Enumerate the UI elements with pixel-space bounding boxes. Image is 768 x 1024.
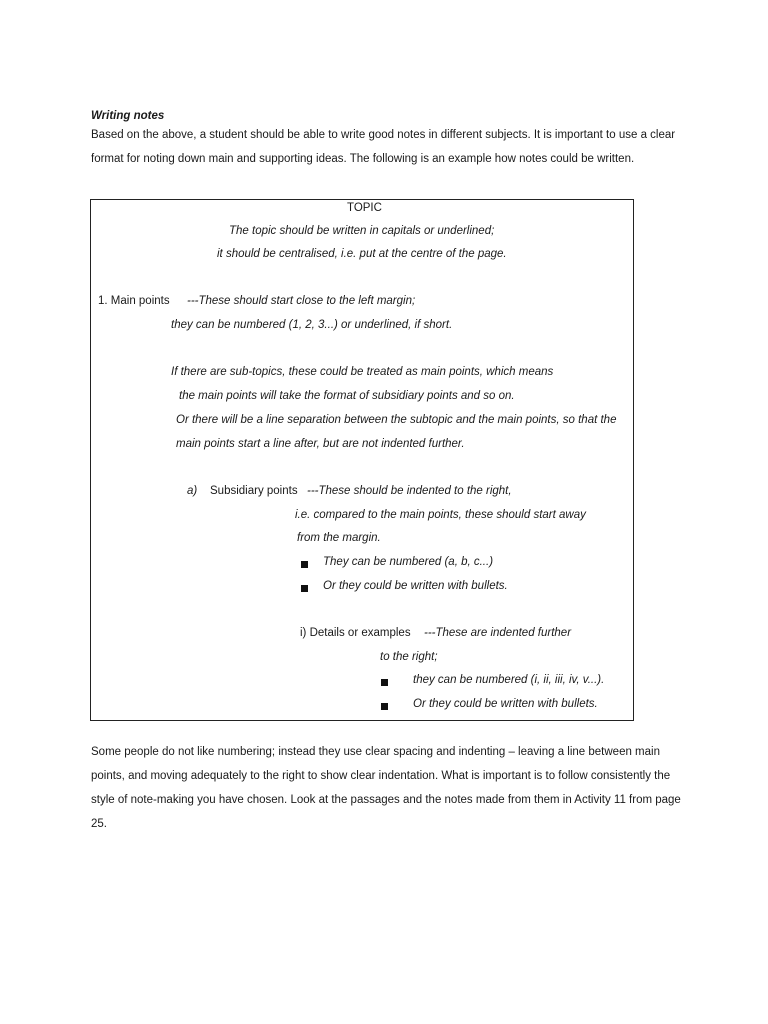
square-bullet-icon (301, 559, 308, 571)
closing-line-3: style of note-making you have chosen. Look at the passages and the notes made from them in Activity 11 from page (91, 794, 681, 806)
details-bullet-2: Or they could be written with bullets. (413, 698, 598, 710)
topic-desc-2: it should be centralised, i.e. put at the centre of the page. (217, 248, 507, 260)
topic-desc-1: The topic should be written in capitals or underlined; (229, 225, 495, 237)
notes-example-box (90, 199, 634, 721)
subtopic-line-2: the main points will take the format of subsidiary points and so on. (179, 390, 515, 402)
details-desc-1: ---These are indented further (424, 627, 572, 639)
subsidiary-bullet-1: They can be numbered (a, b, c...) (323, 556, 494, 568)
details-desc-2: to the right; (380, 651, 438, 663)
main-points-label: 1. Main points (98, 295, 170, 307)
subtopic-line-4: main points start a line after, but are not indented further. (176, 438, 465, 450)
subtopic-line-3: Or there will be a line separation between the subtopic and the main points, so that the (176, 414, 617, 426)
main-points-desc-2: they can be numbered (1, 2, 3...) or underlined, if short. (171, 319, 453, 331)
subsidiary-desc-3: from the margin. (297, 532, 381, 544)
square-bullet-icon (301, 583, 308, 595)
topic-label: TOPIC (347, 202, 382, 214)
section-heading: Writing notes (91, 110, 165, 122)
square-bullet-icon (381, 677, 388, 689)
details-label: i) Details or examples (300, 627, 411, 639)
subtopic-line-1: If there are sub-topics, these could be treated as main points, which means (171, 366, 554, 378)
intro-line-2: format for noting down main and supporting ideas. The following is an example how notes could be written. (91, 153, 635, 165)
subsidiary-label: Subsidiary points (210, 485, 298, 497)
main-points-desc-1: ---These should start close to the left margin; (187, 295, 416, 307)
intro-line-1: Based on the above, a student should be able to write good notes in different subjects. It is important to use a clear (91, 129, 676, 141)
subsidiary-bullet-2: Or they could be written with bullets. (323, 580, 508, 592)
closing-line-4: 25. (91, 818, 107, 830)
closing-line-1: Some people do not like numbering; instead they use clear spacing and indenting – leaving a line between main (91, 746, 660, 758)
subsidiary-desc-1: ---These should be indented to the right, (307, 485, 512, 497)
details-bullet-1: they can be numbered (i, ii, iii, iv, v...). (413, 674, 605, 686)
subsidiary-marker: a) (187, 485, 198, 497)
square-bullet-icon (381, 701, 388, 713)
subsidiary-desc-2: i.e. compared to the main points, these should start away (295, 509, 586, 521)
closing-line-2: points, and moving adequately to the right to show clear indentation. What is important is to follow consistently the (91, 770, 671, 782)
